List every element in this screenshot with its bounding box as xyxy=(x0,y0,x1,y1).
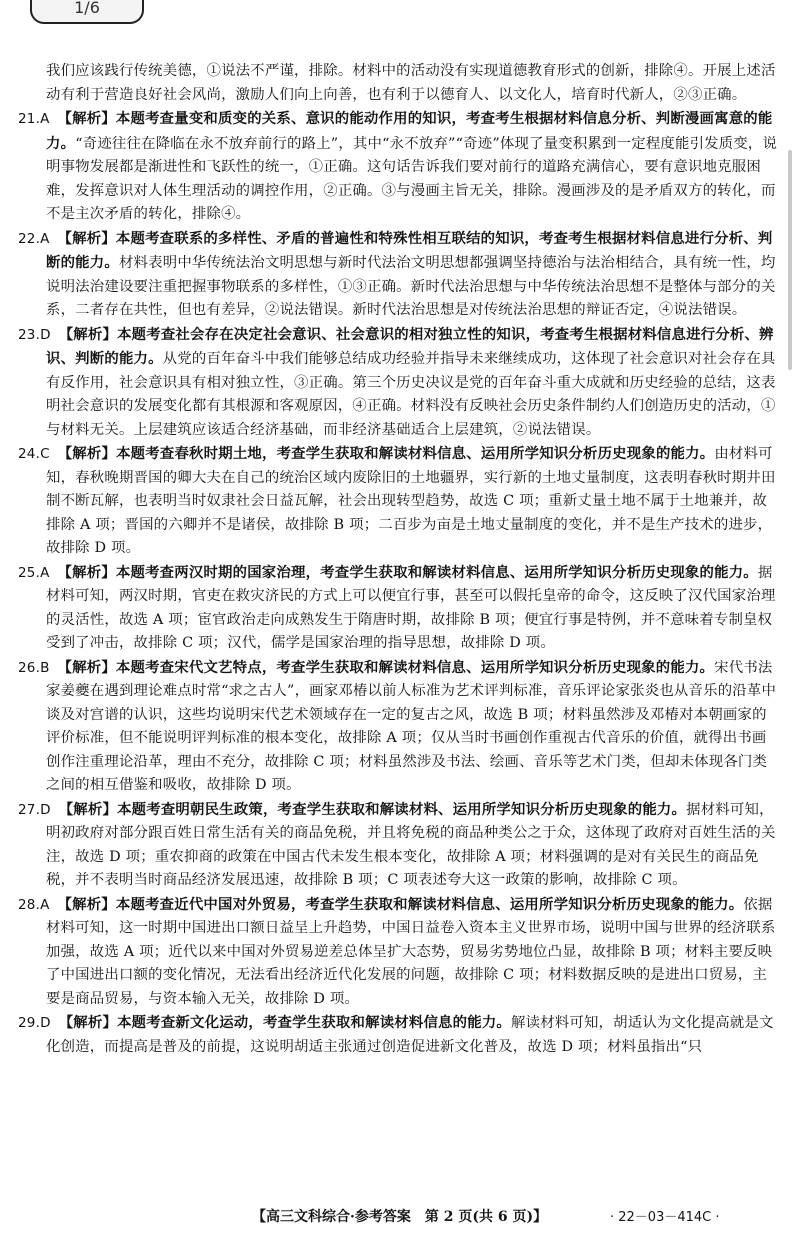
answer-letter: D xyxy=(40,1015,51,1031)
analysis-body: 依据材料可知，这一时期中国进出口额日益呈上升趋势，中国日益卷入资本主义世界市场，说明中国与世界的经济联系加强，故选 A 项；近代以来中国对外贸易逆差总体呈扩大态势，贸易劣势地位凸显，故排除 B 项；材料主要反映了中国进出口额的变化情况，无法看出经济近代化发展的问题，故排除 C 项；材料数据反映的是进出口贸易，主要是商品贸易，与资本输入无关，故排除 D 项。 xyxy=(46,896,776,1007)
question-number: 27. xyxy=(18,801,41,818)
question-number: 25. xyxy=(18,564,41,581)
question-number: 21. xyxy=(18,111,41,127)
analysis-body: 解读材料可知，胡适认为文化提高就是文化创造，而提高是普及的前提，这说明胡适主张通过创造促进新文化普及，故选 D 项；材料虽指出“只 xyxy=(46,1015,774,1055)
question-25 xyxy=(18,561,780,656)
analysis-lead: 本题考查新文化运动，考查学生获取和解读材料信息的能力。 xyxy=(117,1014,512,1031)
analysis-tag: 【解析】 xyxy=(57,110,116,127)
analysis-lead: 本题考查近代中国对外贸易，考查学生获取和解读材料信息、运用所学知识分析历史现象的能力。 xyxy=(115,895,744,913)
analysis-tag: 【解析】 xyxy=(57,563,116,581)
question-number: 24. xyxy=(18,446,41,462)
analysis-body: 从党的百年奋斗中我们能够总结成功经验并指导未来继续成功，这体现了社会意识对社会存在具有反作用，社会意识具有相对独立性，③正确。第三个历史决议是党的百年奋斗重大成就和历史经验的总结，这表明社会意识的发展变化都有其根源和客观原因，④正确。材料没有反映社会历史条件制约人们创造历史的活动，①与材料无关。上层建筑应该适合经济基础，而非经济基础适合上层建筑，②说法错误。 xyxy=(46,351,776,438)
question-number: 26. xyxy=(18,659,41,676)
analysis-body: 由材料可知，春秋晚期晋国的卿大夫在自己的统治区域内废除旧的土地疆界，实行新的土地丈量制度，这表明春秋时期井田制不断瓦解，也表明当时奴隶社会日益瓦解，社会出现转型趋势，故选 C 项；重新丈量土地不属于土地兼并，故排除 A 项；晋国的六卿并不是诸侯，故排除 B 项；二百步为亩是土地丈量制度的变化，并不是生产技术的进步，故排除 D 项。 xyxy=(46,446,776,556)
analysis-lead: 本题考查社会存在决定社会意识、社会意识的相对独立性的知识，考查考生根据材料信息进行分析、辨识、判断的能力。 xyxy=(46,325,774,367)
analysis-tag: 【解析】 xyxy=(57,895,116,913)
question-number: 29. xyxy=(18,1015,41,1031)
analysis-lead: 本题考查联系的多样性、矛盾的普遍性和特殊性相互联结的知识，考查考生根据材料信息进行分析、判断的能力。 xyxy=(46,229,773,271)
question-24 xyxy=(18,442,780,561)
analysis-tag: 【解析】 xyxy=(58,1014,118,1031)
answer-letter: A xyxy=(40,230,50,247)
question-number: 23. xyxy=(18,326,41,343)
question-28 xyxy=(18,893,780,1012)
intro-line: 我们应该践行传统美德，①说法不严谨，排除。材料中的活动没有实现道德教育形式的创新，排除④。开展 xyxy=(46,63,732,79)
question-number: 28. xyxy=(18,896,41,913)
answer-letter: A xyxy=(40,111,50,127)
answer-letter: A xyxy=(40,896,50,913)
analysis-body: 宋代书法家姜夔在遇到理论难点时常“求之古人”，画家邓椿以前人标准为艺术评判标准，音乐评论家张炎也从音乐的沿革中谈及对宫谱的认识，这些均说明宋代艺术领域存在一定的复古之风，故选 B 项；材料虽然涉及邓椿对本朝画家的评价标准，但不能说明评判标准的根本变化，故排除 A 项；仅从当时书画创作重视古代音乐的价值，就得出书画创作注重理论沿革，理由不充分，故排除 C 项；材料虽然涉及书法、绘画、音乐等艺术门类，但却未体现各门类之间的相互借鉴和吸收，故排除 D 项。 xyxy=(46,659,777,793)
answer-letter: D xyxy=(40,326,51,343)
question-23 xyxy=(18,323,780,443)
footer-title: 【高三文科综合·参考答案 第 2 页(共 6 页)】 xyxy=(252,1209,548,1225)
analysis-lead: 本题考查宋代文艺特点，考查学生获取和解读材料信息、运用所学知识分析历史现象的能力。 xyxy=(115,658,715,676)
page-tab: 1/6 xyxy=(30,0,144,24)
analysis-tag: 【解析】 xyxy=(58,800,118,818)
analysis-lead: 本题考查量变和质变的关系、意识的能动作用的知识，考查考生根据材料信息分析、判断漫画寓意的能力。 xyxy=(46,110,773,152)
analysis-lead: 本题考查春秋时期土地，考查学生获取和解读材料信息、运用所学知识分析历史现象的能力。 xyxy=(116,445,715,462)
intro-line: 正确。 xyxy=(702,86,747,103)
footer-code: · 22－03－414C · xyxy=(610,1210,720,1225)
answer-content xyxy=(18,60,780,1059)
answer-letter: D xyxy=(40,801,51,818)
question-27 xyxy=(18,798,780,893)
intro-paragraph xyxy=(18,60,780,107)
analysis-body: 据材料可知，两汉时期，官吏在救灾济民的方式上可以便宜行事，甚至可以假托皇帝的命令，这反映了汉代国家治理的灵活性，故选 A 项；宦官政治走向成熟发生于隋唐时期，故排除 B 项；便宜行事是特例，并不意味着专制皇权受到了冲击，故排除 C 项；汉代，儒学是国家治理的指导思想，故排除 D 项。 xyxy=(46,564,776,651)
page-footer xyxy=(0,1206,794,1230)
analysis-body: “奇迹往往在降临在永不放弃前行的路上”，其中“永不放弃”“奇迹”体现了量变积累到一定程度能引发质变，说明事物发展都是渐进性和飞跃性的统一，①正确。这句话告诉我们要对前行的道路充满信心，要有意识地克服困难，发挥意识对人体生理活动的调控作用，②正确。③与漫画主旨无关，排除。漫画涉及的是矛盾双方的转化，而不是主次矛盾的转化，排除④。 xyxy=(46,135,778,222)
question-29 xyxy=(18,1011,780,1059)
analysis-tag: 【解析】 xyxy=(57,229,116,247)
question-26 xyxy=(18,656,780,798)
analysis-body: 据材料可知，明初政府对部分跟百姓日常生活有关的商品免税，并且将免税的商品种类公之于众，这体现了政府对百姓生活的关注，故选 D 项；重农抑商的政策在中国古代未发生根本变化，故排除 A 项；材料强调的是对有关民生的商品免税，并不表明当时商品经济发展迅速，故排除 B 项；C 项表述夸大这一政策的影响，故排除 C 项。 xyxy=(46,801,776,888)
question-22 xyxy=(18,227,780,323)
analysis-tag: 【解析】 xyxy=(57,658,116,676)
answer-letter: B xyxy=(40,659,50,676)
analysis-tag: 【解析】 xyxy=(58,325,118,343)
analysis-lead: 本题考查明朝民生政策，考查学生获取和解读材料、运用所学知识分析历史现象的能力。 xyxy=(117,800,687,818)
analysis-tag: 【解析】 xyxy=(57,445,117,462)
scrollbar[interactable] xyxy=(788,150,792,370)
analysis-lead: 本题考查两汉时期的国家治理，考查学生获取和解读材料信息、运用所学知识分析历史现象的能力。 xyxy=(115,563,758,581)
analysis-body: 材料表明中华传统法治文明思想与新时代法治文明思想都强调坚持德治与法治相结合，具有统一性，均说明法治建设要注重把握事物联系的多样性，①③正确。新时代法治思想与中华传统法治思想不是整体与部分的关系，二者存在共性，但也有差异，②说法错误。新时代法治思想是对传统法治思想的辩证否定，④说法错误。 xyxy=(46,255,776,318)
intro-line: 上述活动有利于营造良好社会风尚，激励人们向上向善，也有利于以德育人、以文化人，培育时代新人，②③ xyxy=(46,63,776,103)
answer-letter: C xyxy=(40,446,50,462)
answer-letter: A xyxy=(40,564,50,581)
question-number: 22. xyxy=(18,230,41,247)
question-21 xyxy=(18,107,780,227)
